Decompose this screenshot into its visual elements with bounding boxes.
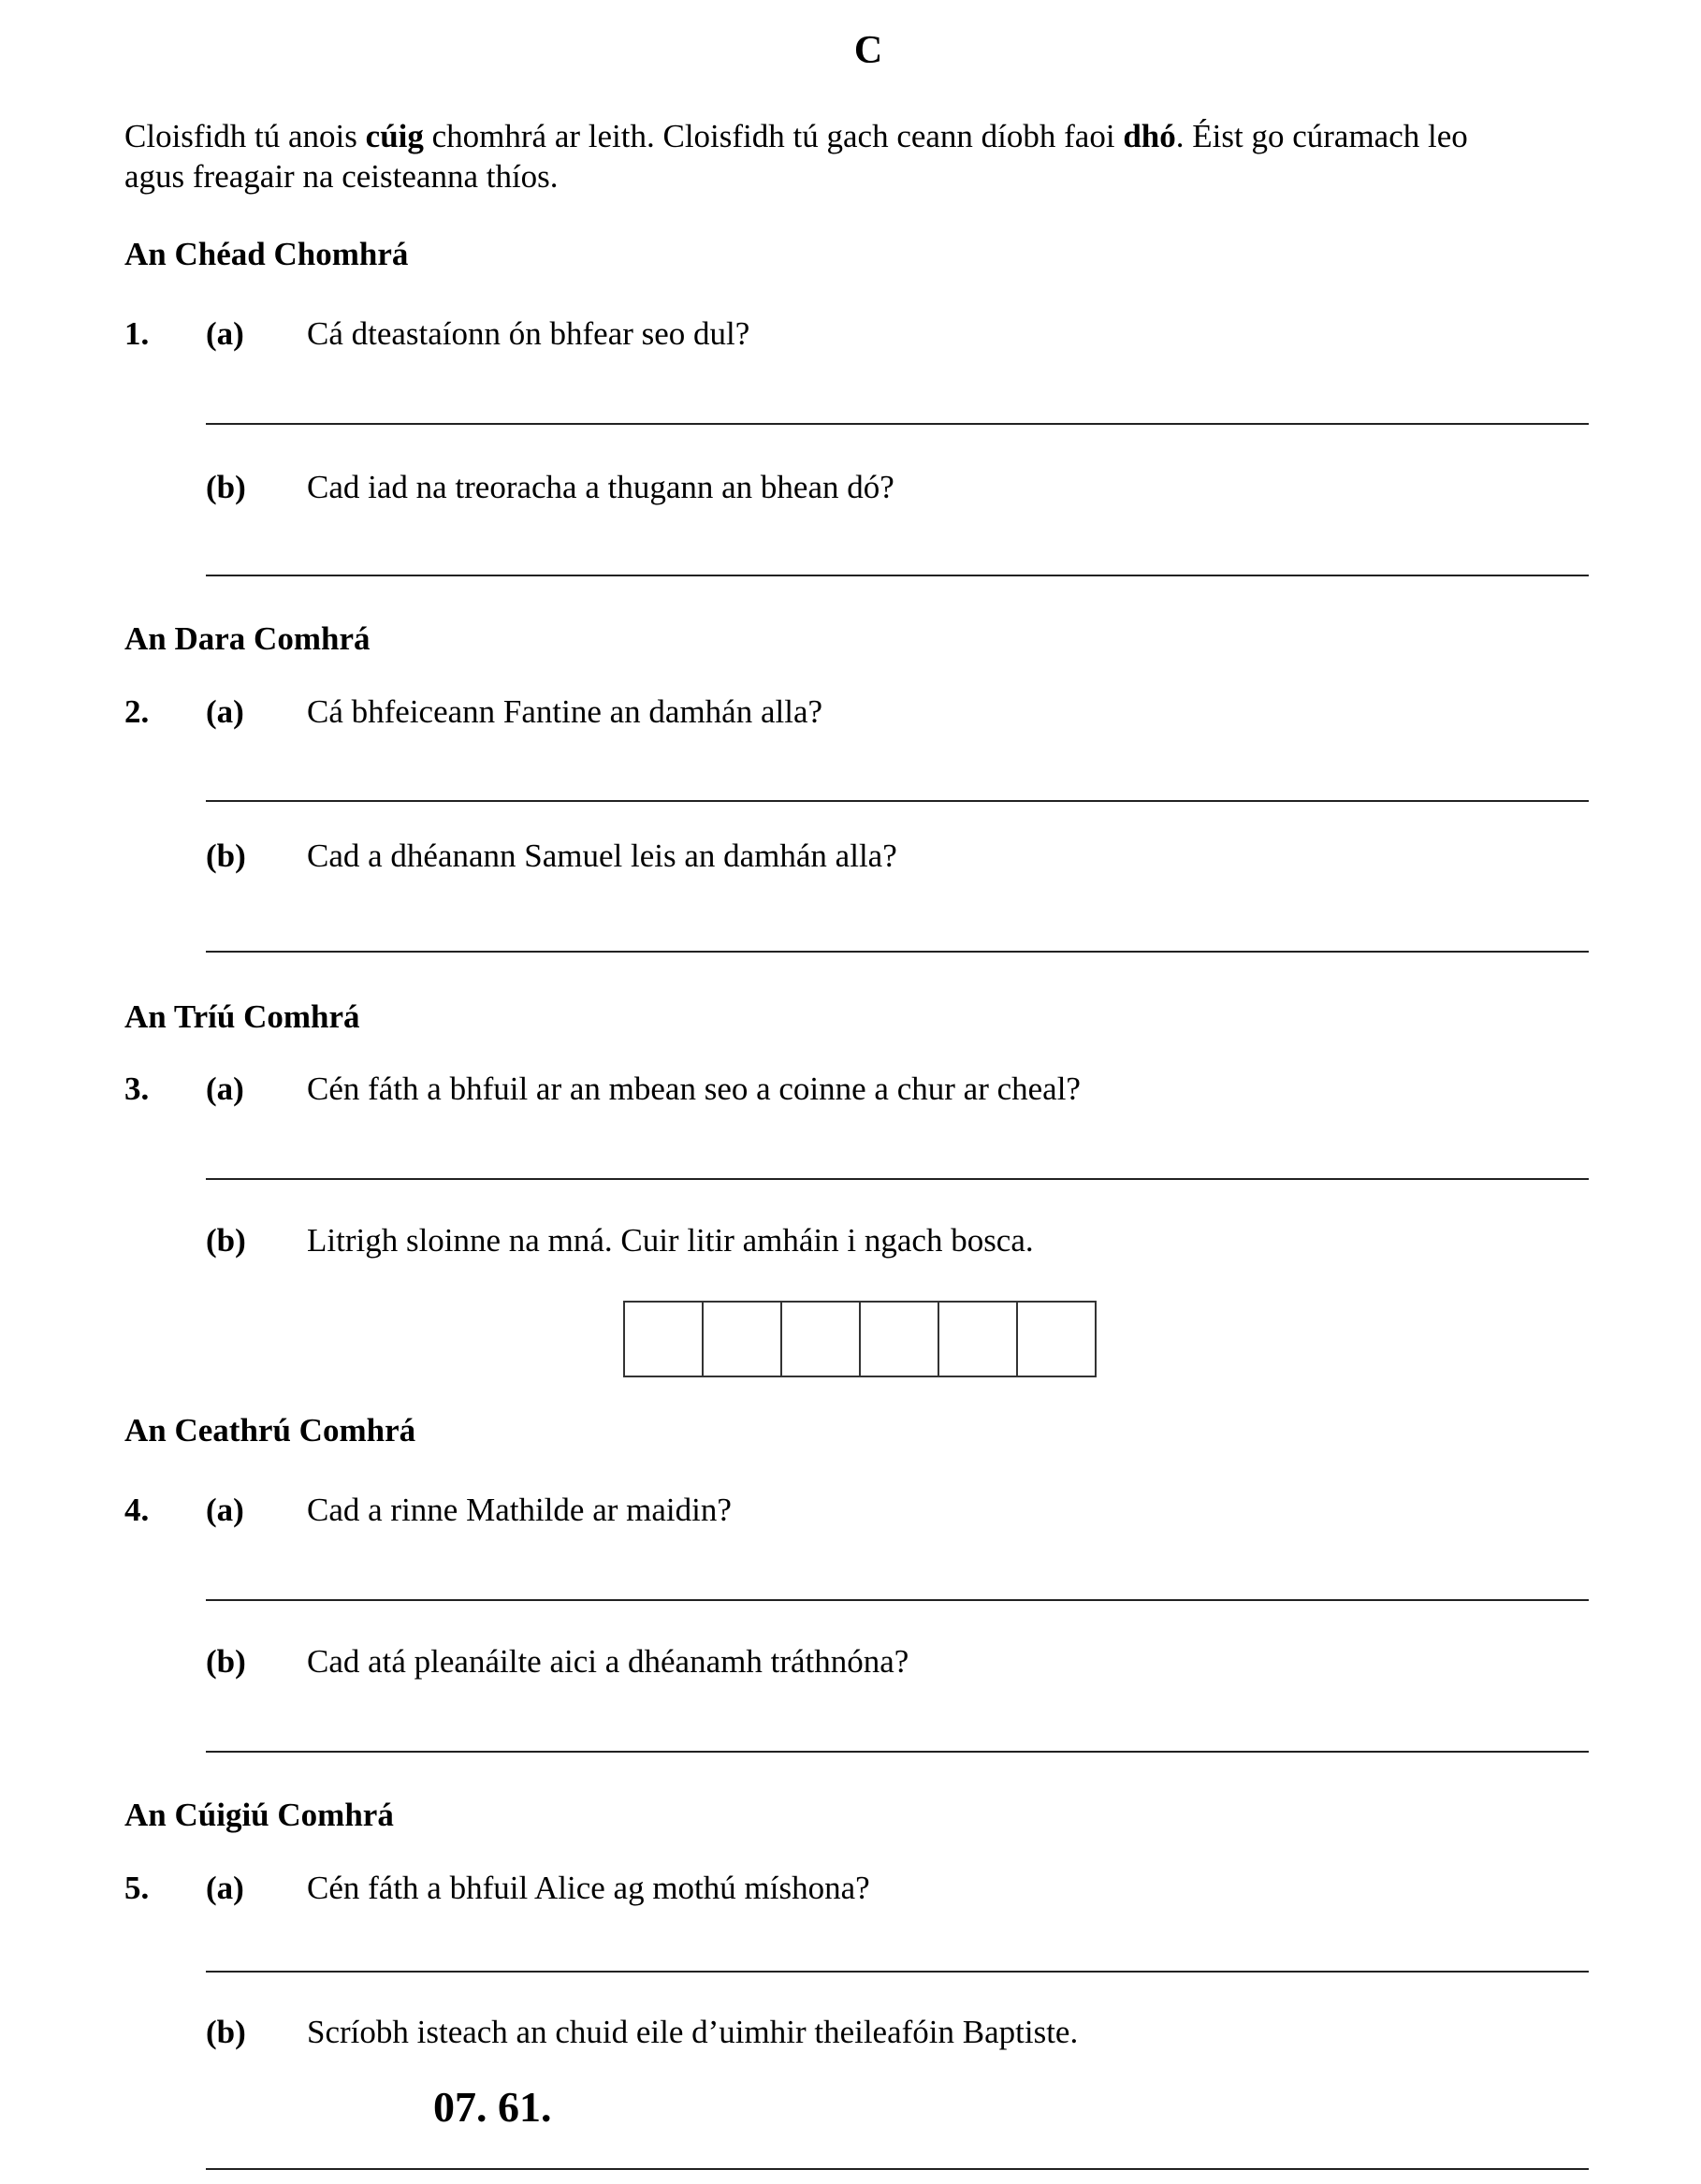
conversation-heading: An Cúigiú Comhrá — [124, 1797, 394, 1833]
answer-line[interactable] — [206, 1751, 1589, 1753]
answer-line[interactable] — [206, 951, 1589, 953]
phone-number-prefix: 07. 61. — [433, 2083, 552, 2131]
letter-box[interactable] — [782, 1303, 861, 1376]
instructions-line-1 — [124, 116, 1468, 156]
answer-line[interactable] — [206, 1178, 1589, 1180]
question-text: Litrigh sloinne na mná. Cuir litir amháin i ngach bosca. — [307, 1222, 1034, 1259]
question-text: Cá bhfeiceann Fantine an damhán alla? — [307, 693, 823, 730]
question-label: (a) — [206, 1870, 244, 1906]
question-text: Cá dteastaíonn ón bhfear seo dul? — [307, 315, 750, 352]
question-label: (a) — [206, 315, 244, 352]
letter-boxes — [623, 1301, 1097, 1377]
question-number: 5. — [124, 1870, 150, 1906]
answer-line[interactable] — [206, 1599, 1589, 1601]
question-text: Cad atá pleanáilte aici a dhéanamh tráthnóna? — [307, 1643, 909, 1680]
section-title: C — [853, 29, 883, 72]
answer-line[interactable] — [206, 2168, 1589, 2170]
intro-text: chomhrá ar leith. Cloisfidh tú gach ceann díobh faoi — [423, 118, 1124, 154]
question-number: 2. — [124, 693, 150, 730]
letter-box[interactable] — [939, 1303, 1018, 1376]
question-number: 3. — [124, 1070, 150, 1107]
question-label: (a) — [206, 1492, 244, 1528]
question-text: Scríobh isteach an chuid eile d’uimhir theileafóin Baptiste. — [307, 2014, 1079, 2050]
answer-line[interactable] — [206, 575, 1589, 576]
answer-line[interactable] — [206, 1971, 1589, 1973]
question-label: (a) — [206, 1070, 244, 1107]
letter-box[interactable] — [704, 1303, 782, 1376]
conversation-heading: An Dara Comhrá — [124, 620, 371, 657]
conversation-heading: An Ceathrú Comhrá — [124, 1412, 416, 1449]
question-text: Cén fáth a bhfuil ar an mbean seo a coinne a chur ar cheal? — [307, 1070, 1081, 1107]
answer-line[interactable] — [206, 800, 1589, 802]
question-label: (b) — [206, 1222, 246, 1259]
question-label: (b) — [206, 469, 246, 505]
answer-line[interactable] — [206, 423, 1589, 425]
question-label: (b) — [206, 2014, 246, 2050]
letter-box[interactable] — [861, 1303, 939, 1376]
conversation-heading: An Tríú Comhrá — [124, 998, 360, 1035]
conversation-heading: An Chéad Chomhrá — [124, 236, 409, 272]
intro-text: . Éist go cúramach leo — [1175, 118, 1468, 154]
question-label: (b) — [206, 837, 246, 874]
instructions-line-2: agus freagair na ceisteanna thíos. — [124, 158, 559, 195]
question-label: (a) — [206, 693, 244, 730]
intro-text: Cloisfidh tú anois — [124, 118, 366, 154]
question-number: 4. — [124, 1492, 150, 1528]
letter-box[interactable] — [625, 1303, 704, 1376]
question-text: Cad iad na treoracha a thugann an bhean dó? — [307, 469, 894, 505]
question-text: Cad a dhéanann Samuel leis an damhán alla? — [307, 837, 897, 874]
intro-emphasis-times: dhó — [1123, 118, 1176, 154]
question-number: 1. — [124, 315, 150, 352]
intro-emphasis-count: cúig — [365, 118, 424, 154]
question-text: Cad a rinne Mathilde ar maidin? — [307, 1492, 732, 1528]
letter-box[interactable] — [1018, 1303, 1095, 1376]
question-label: (b) — [206, 1643, 246, 1680]
question-text: Cén fáth a bhfuil Alice ag mothú míshona? — [307, 1870, 870, 1906]
